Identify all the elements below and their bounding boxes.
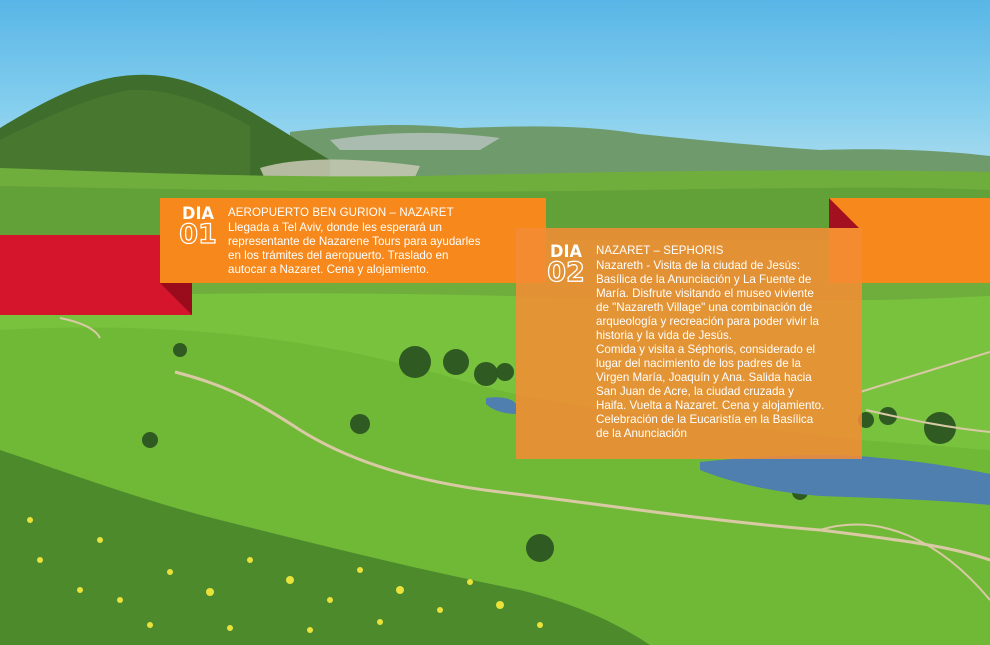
day-badge-word: DIA (550, 242, 582, 262)
description-line: Virgen María, Joaquín y Ana. Salida hacia (596, 371, 812, 384)
description-line: María. Disfrute visitando el museo viviente (596, 287, 814, 300)
description-line: San Juan de Acre, la ciudad cruzada y (596, 385, 794, 398)
day-card-01 (160, 198, 546, 283)
description-line: Nazareth - Visita de la ciudad de Jesús: (596, 259, 801, 272)
description-line: arqueología y recreación para poder vivir la (596, 315, 819, 328)
day-card-02 (516, 228, 862, 459)
description-line: historia y la vida de Jesús. (596, 329, 732, 342)
day-title: NAZARET – SEPHORIS (596, 245, 724, 257)
description-line: de "Nazareth Village" una combinación de (596, 301, 813, 314)
description-line: lugar del nacimiento de los padres de la (596, 357, 801, 370)
description-line: Comida y visita a Séphoris, considerado el (596, 343, 816, 356)
day-badge-number: 02 (547, 257, 585, 288)
day-badge-word: DIA (182, 204, 214, 224)
description-line: Celebración de la Eucaristía en la Basílica (596, 413, 814, 426)
description-line: en los trámites del aeropuerto. Traslado en (228, 249, 449, 262)
day-content (228, 207, 538, 277)
red-ribbon-fold (160, 283, 192, 315)
day-description (596, 259, 858, 441)
description-line: Haifa. Vuelta a Nazaret. Cena y alojamiento. (596, 399, 825, 412)
description-line: Basílica de la Anunciación y La Fuente de (596, 273, 812, 286)
description-line: de la Anunciación (596, 427, 687, 440)
day-content (596, 245, 858, 441)
day-description (228, 221, 538, 277)
day-badge (178, 206, 218, 248)
day-badge-number: 01 (179, 219, 217, 250)
day-title: AEROPUERTO BEN GURION – NAZARET (228, 207, 454, 219)
ribbon-fold-right (829, 198, 859, 228)
description-line: representante de Nazarene Tours para ayudarles (228, 235, 481, 248)
description-line: autocar a Nazaret. Cena y alojamiento. (228, 263, 430, 276)
description-line: Llegada a Tel Aviv, donde les esperará un (228, 221, 442, 234)
day-badge (546, 244, 586, 286)
